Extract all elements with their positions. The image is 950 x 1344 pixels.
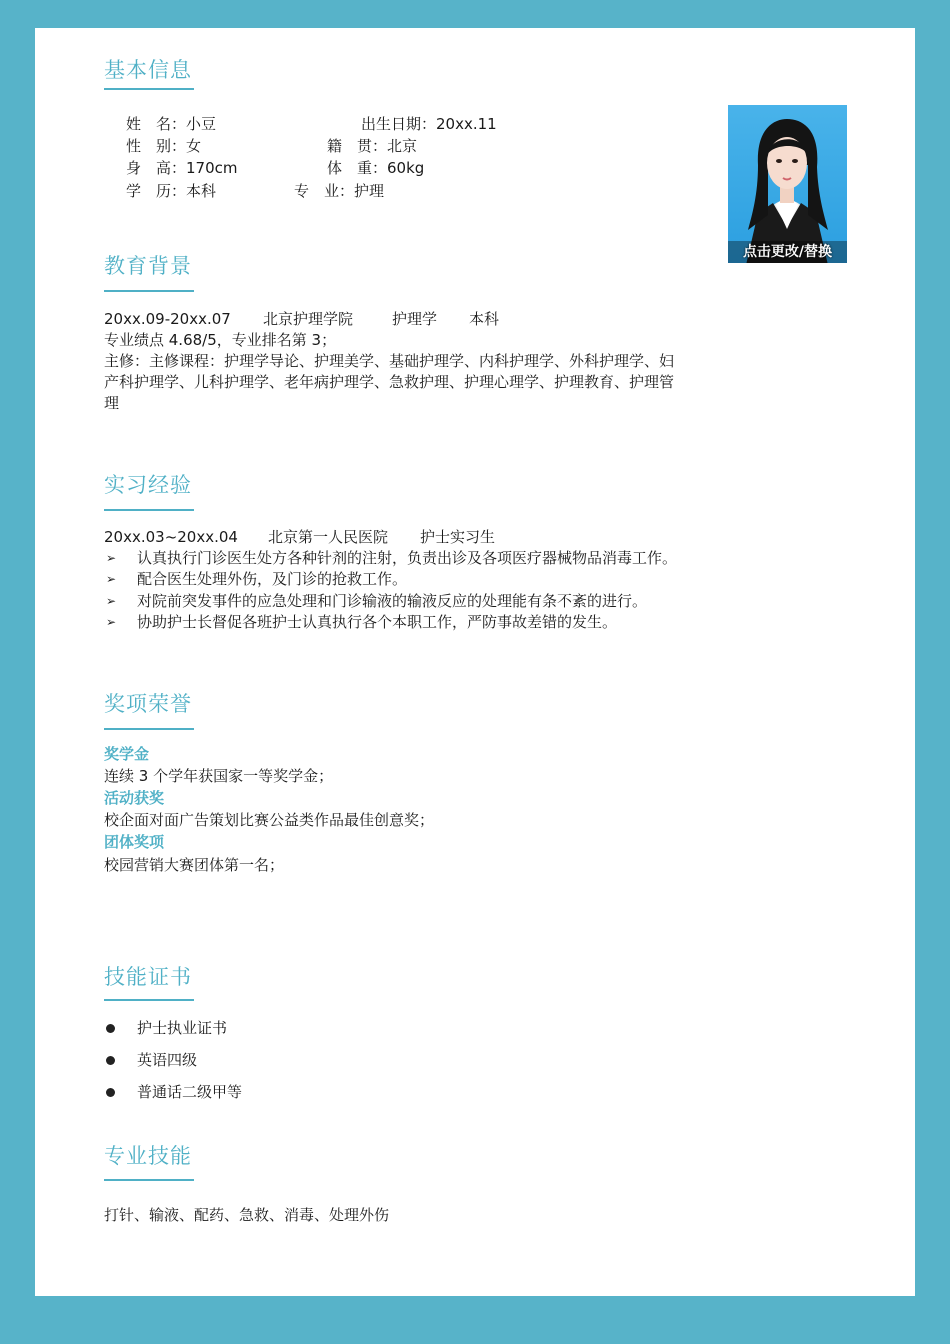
bullet-dot-icon (106, 1088, 115, 1097)
height-field: 身 高：170cm (126, 159, 238, 177)
education-school: 北京护理学院 (263, 310, 354, 328)
internship-item: 协助护士长督促各班护士认真执行各个本职工作，严防事故差错的发生。 (137, 613, 618, 631)
education-gpa: 专业绩点 4.68/5，专业排名第 3； (104, 331, 337, 349)
certificates-title: 技能证书 (104, 965, 192, 989)
award-heading: 奖学金 (104, 745, 150, 763)
certificate-item: 护士执业证书 (137, 1019, 228, 1037)
certificate-item: 英语四级 (137, 1051, 198, 1069)
education-title: 教育背景 (104, 254, 192, 278)
award-text: 校企面对面广告策划比赛公益类作品最佳创意奖； (104, 811, 435, 829)
award-heading: 团体奖项 (104, 833, 165, 851)
internship-role: 护士实习生 (420, 528, 496, 546)
bullet-dot-icon (106, 1024, 115, 1033)
internship-underline (104, 509, 194, 511)
bullet-arrow-icon: ➢ (106, 615, 117, 629)
award-text: 连续 3 个学年获国家一等奖学金； (104, 767, 334, 785)
basic-info-underline (104, 88, 194, 90)
skills-text: 打针、输液、配药、急救、消毒、处理外伤 (104, 1206, 390, 1224)
awards-underline (104, 728, 194, 730)
portrait-image (728, 105, 847, 263)
internship-title: 实习经验 (104, 473, 192, 497)
internship-item: 对院前突发事件的应急处理和门诊输液的输液反应的处理能有条不紊的进行。 (137, 592, 648, 610)
basic-info-title: 基本信息 (104, 58, 192, 82)
skills-underline (104, 1179, 194, 1181)
awards-title: 奖项荣誉 (104, 692, 192, 716)
degree-field: 学 历：本科 (126, 182, 217, 200)
education-subject: 护理学 (392, 310, 438, 328)
certificates-underline (104, 999, 194, 1001)
bullet-arrow-icon: ➢ (106, 551, 117, 565)
education-level: 本科 (469, 310, 500, 328)
internship-item: 认真执行门诊医生处方各种针剂的注射，负责出诊及各项医疗器械物品消毒工作。 (137, 549, 678, 567)
name-field: 姓 名：小豆 (126, 115, 217, 133)
resume-page (35, 28, 915, 1296)
education-courses: 主修：主修课程：护理学导论、护理美学、基础护理学、内科护理学、外科护理学、妇产科护理学、儿科护理学、老年病护理学、急救护理、护理心理学、护理教育、护理管理 (104, 352, 675, 412)
internship-period: 20xx.03~20xx.04 (104, 528, 238, 546)
skills-title: 专业技能 (104, 1144, 192, 1168)
education-underline (104, 290, 194, 292)
education-period: 20xx.09-20xx.07 (104, 310, 231, 328)
internship-item: 配合医生处理外伤，及门诊的抢救工作。 (137, 570, 408, 588)
birth-field: 出生日期：20xx.11 (361, 115, 497, 133)
award-heading: 活动获奖 (104, 789, 165, 807)
bullet-arrow-icon: ➢ (106, 572, 117, 586)
weight-field: 体 重：60kg (327, 159, 425, 177)
bullet-dot-icon (106, 1056, 115, 1065)
major-field: 专 业：护理 (294, 182, 385, 200)
internship-hospital: 北京第一人民医院 (268, 528, 389, 546)
award-text: 校园营销大赛团体第一名； (104, 856, 285, 874)
gender-field: 性 别：女 (126, 137, 202, 155)
photo-replace-caption[interactable]: 点击更改/替换 (728, 241, 847, 263)
profile-photo[interactable] (728, 105, 847, 263)
certificate-item: 普通话二级甲等 (137, 1083, 243, 1101)
bullet-arrow-icon: ➢ (106, 594, 117, 608)
native-place-field: 籍 贯：北京 (327, 137, 418, 155)
